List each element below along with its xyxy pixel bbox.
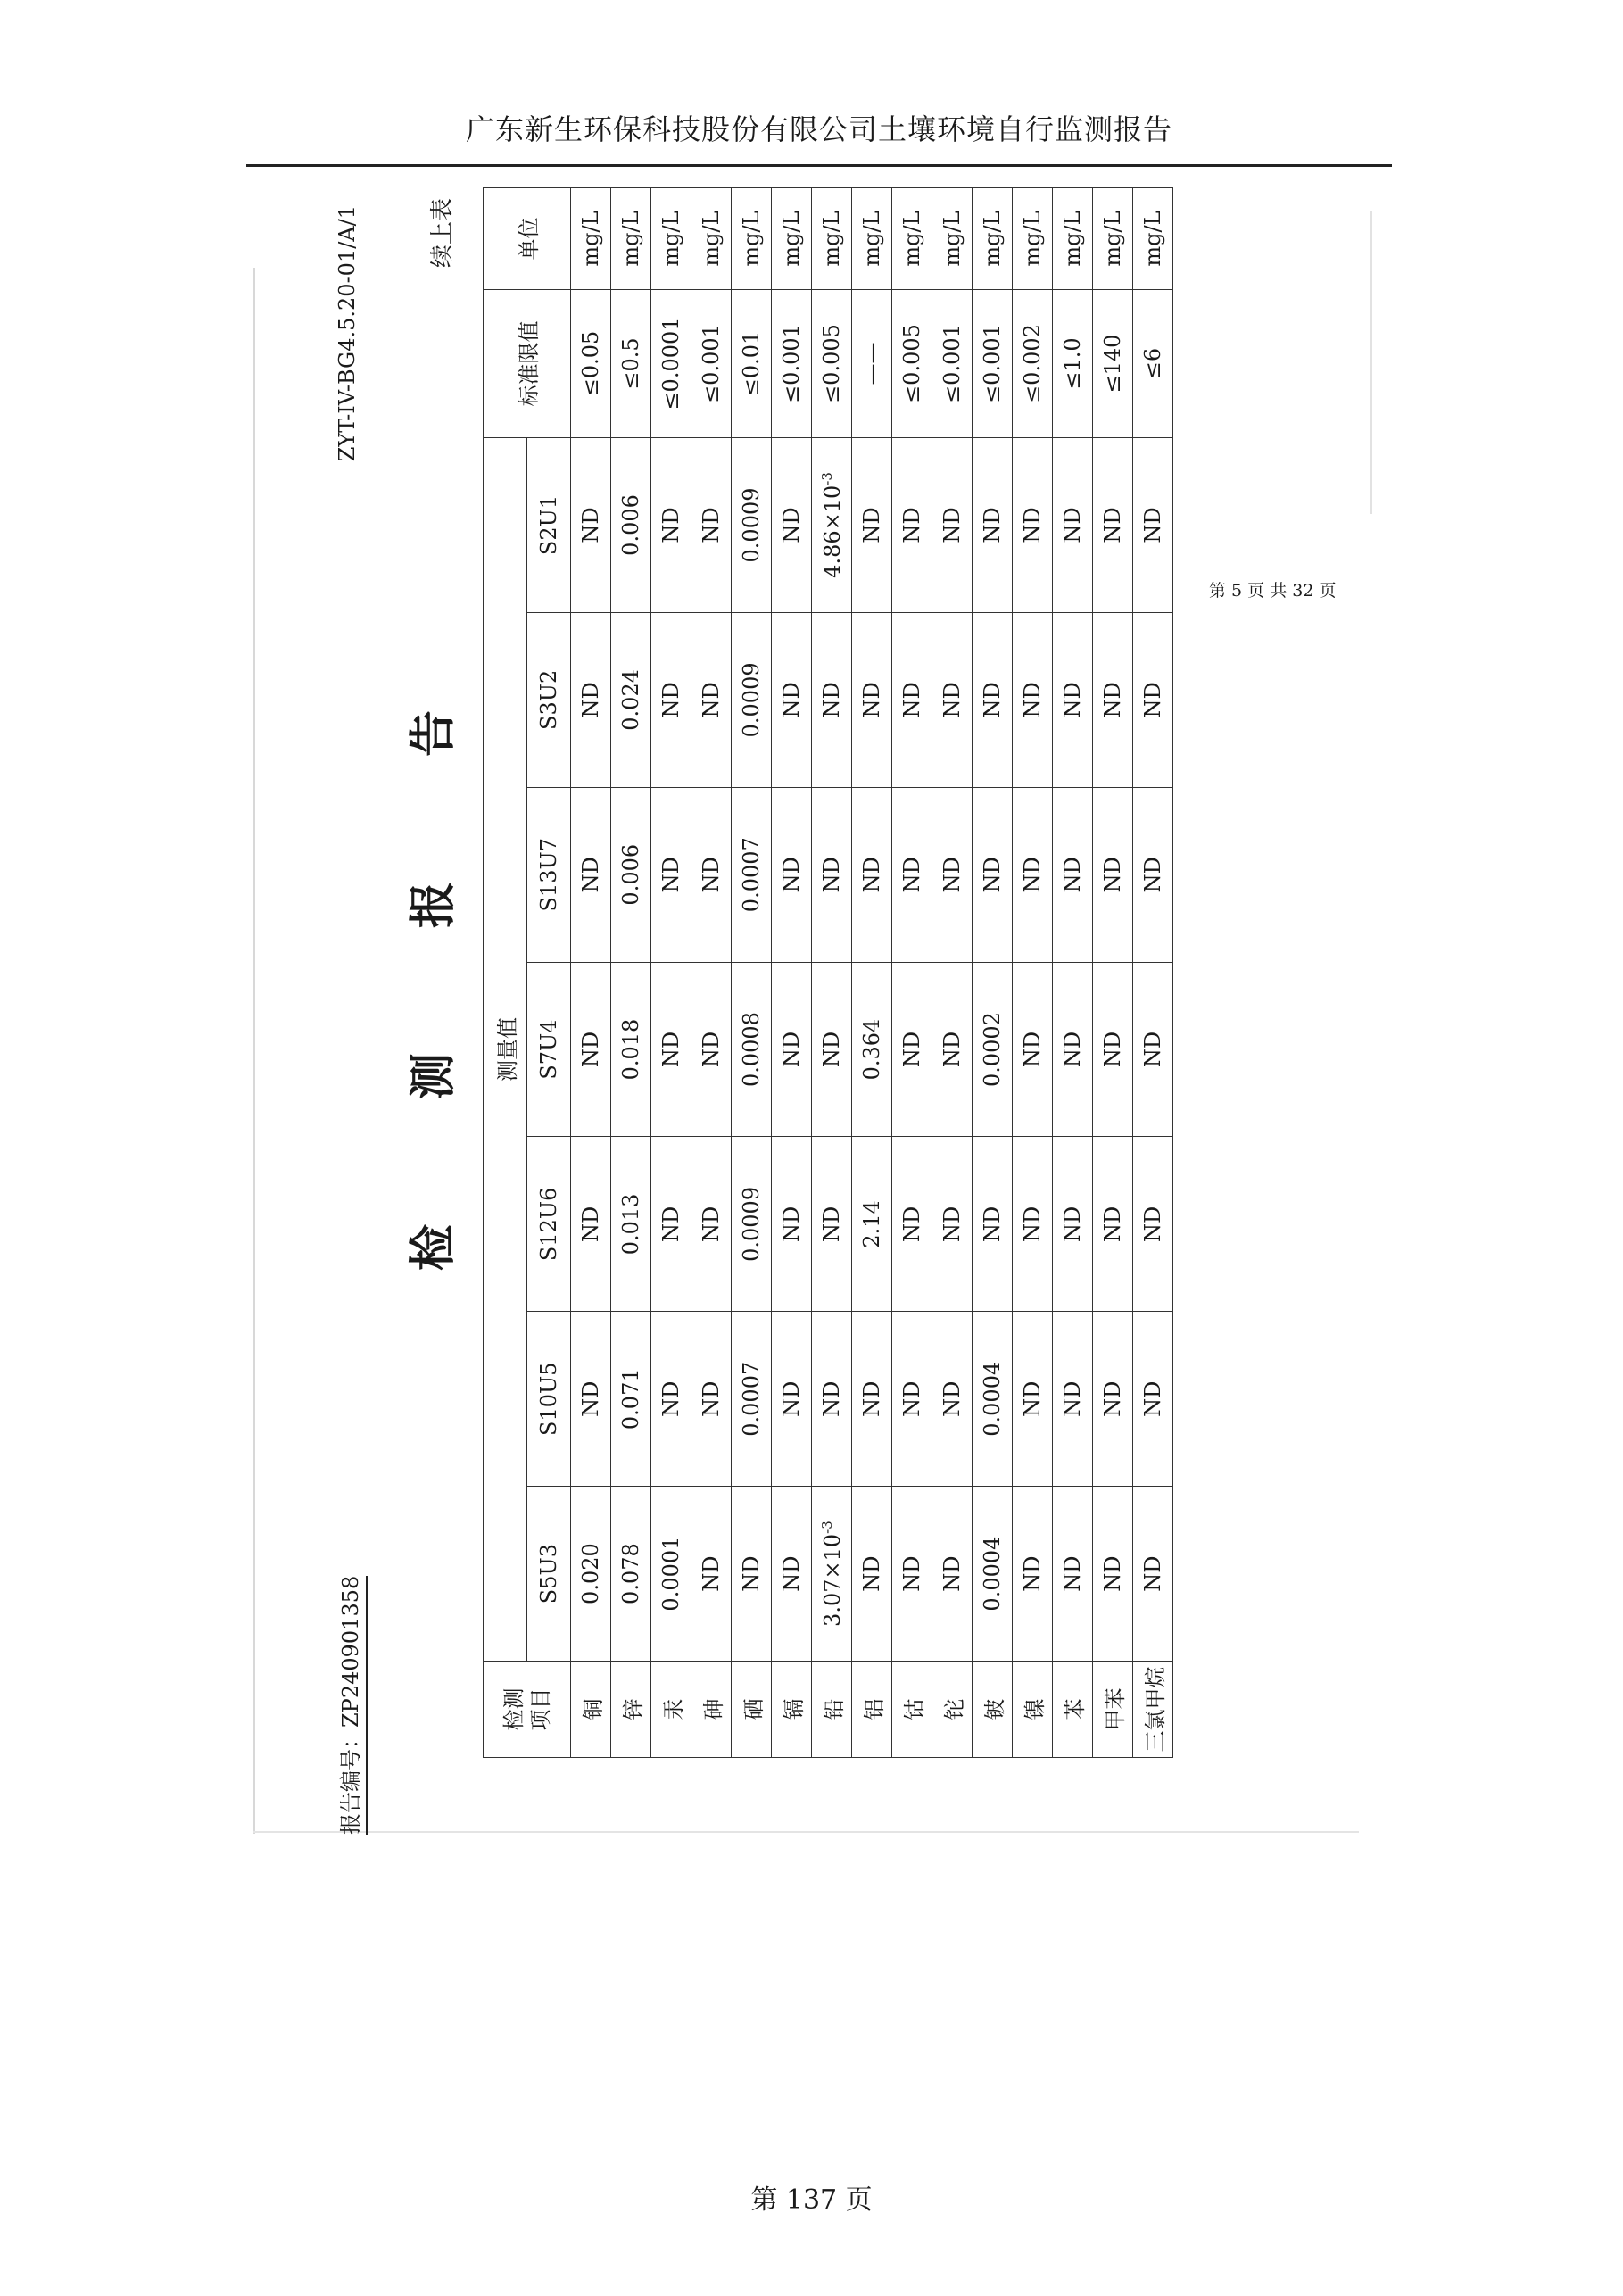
cell-measured-value: ND: [651, 962, 691, 1137]
cell-measured-value: ND: [892, 612, 932, 787]
cell-measured-value: ND: [852, 787, 892, 962]
header-sample-s10u5: S10U5: [527, 1312, 571, 1487]
table-row: [1133, 188, 1173, 1758]
form-code: ZYT-IV-BG4.5.20-01/A/1: [335, 205, 360, 462]
cell-test-item: 铍: [973, 1662, 1013, 1758]
cell-measured-value: ND: [1053, 1137, 1093, 1312]
table-row: [691, 188, 732, 1758]
cell-measured-value: ND: [932, 1137, 973, 1312]
cell-measured-value: ND: [932, 1487, 973, 1662]
cell-measured-value: ND: [932, 438, 973, 613]
cell-test-item: 镉: [772, 1662, 812, 1758]
cell-measured-value: 0.364: [852, 962, 892, 1137]
cell-measured-value: ND: [772, 1137, 812, 1312]
table-row: [892, 188, 932, 1758]
cell-measured-value: ND: [892, 1137, 932, 1312]
cell-unit: mg/L: [651, 188, 691, 290]
cell-measured-value: ND: [812, 612, 852, 787]
cell-measured-value: ND: [1013, 612, 1053, 787]
cell-measured-value: ND: [892, 1487, 932, 1662]
table-row: [611, 188, 651, 1758]
exponent: -3: [818, 472, 835, 485]
header-measured-value: 测量值: [484, 438, 527, 1662]
cell-measured-value: ND: [732, 1487, 772, 1662]
cell-measured-value: ND: [571, 1312, 611, 1487]
cell-measured-value: 0.0001: [651, 1487, 691, 1662]
cell-measured-value: ND: [973, 1137, 1013, 1312]
header-sample-s12u6: S12U6: [527, 1137, 571, 1312]
cell-measured-value: ND: [852, 612, 892, 787]
cell-test-item: 甲苯: [1093, 1662, 1133, 1758]
cell-measured-value: 0.0007: [732, 787, 772, 962]
cell-measured-value: ND: [1133, 1312, 1173, 1487]
cell-standard-limit: ≤0.001: [772, 290, 812, 438]
cell-unit: mg/L: [772, 188, 812, 290]
cell-measured-value: $4.86\times 10^{-3}$: [812, 438, 852, 613]
cell-standard-limit: ≤6: [1133, 290, 1173, 438]
scan-edge-right: [1370, 211, 1372, 514]
cell-measured-value: 0.0002: [973, 962, 1013, 1137]
cell-unit: mg/L: [852, 188, 892, 290]
cell-measured-value: ND: [1133, 612, 1173, 787]
cell-standard-limit: ≤0.01: [732, 290, 772, 438]
cell-measured-value: 0.006: [611, 438, 651, 613]
cell-test-item: 铜: [571, 1662, 611, 1758]
header-standard-limit: 标准限值: [484, 290, 571, 438]
table-row: [651, 188, 691, 1758]
cell-measured-value: ND: [1133, 962, 1173, 1137]
cell-test-item: 铝: [852, 1662, 892, 1758]
cell-measured-value: ND: [571, 438, 611, 613]
cell-measured-value: 0.018: [611, 962, 651, 1137]
cell-measured-value: ND: [651, 787, 691, 962]
cell-standard-limit: ≤0.005: [892, 290, 932, 438]
cell-measured-value: ND: [932, 787, 973, 962]
document-header-title: 广东新生环保科技股份有限公司土壤环境自行监测报告: [465, 112, 1172, 146]
cell-measured-value: ND: [772, 1312, 812, 1487]
cell-measured-value: ND: [1133, 1487, 1173, 1662]
cell-measured-value: 0.006: [611, 787, 651, 962]
cell-unit: mg/L: [691, 188, 732, 290]
cell-measured-value: ND: [932, 1312, 973, 1487]
cell-unit: mg/L: [812, 188, 852, 290]
cell-measured-value: ND: [892, 438, 932, 613]
cell-measured-value: 0.0008: [732, 962, 772, 1137]
cell-measured-value: ND: [772, 438, 812, 613]
cell-measured-value: ND: [892, 1312, 932, 1487]
cell-measured-value: ND: [852, 438, 892, 613]
cell-measured-value: ND: [932, 612, 973, 787]
cell-unit: mg/L: [1013, 188, 1053, 290]
cell-measured-value: ND: [1093, 962, 1133, 1137]
cell-measured-value: ND: [973, 612, 1013, 787]
cell-measured-value: ND: [571, 1137, 611, 1312]
cell-unit: mg/L: [892, 188, 932, 290]
cell-measured-value: ND: [691, 612, 732, 787]
table-row: [732, 188, 772, 1758]
cell-measured-value: ND: [1053, 962, 1093, 1137]
header-unit: 单位: [484, 188, 571, 290]
cell-measured-value: 0.024: [611, 612, 651, 787]
cell-measured-value: ND: [1053, 1487, 1093, 1662]
scan-edge-left: [253, 268, 255, 1834]
cell-measured-value: ND: [772, 962, 812, 1137]
header-test-item: [484, 1662, 571, 1758]
table-row: [932, 188, 973, 1758]
test-results-table: [483, 187, 1173, 1758]
table-row: [1053, 188, 1093, 1758]
cell-test-item: 硒: [732, 1662, 772, 1758]
table-row: [812, 188, 852, 1758]
cell-measured-value: ND: [1093, 1312, 1133, 1487]
header-test-item-label: 检测 项目: [501, 1687, 553, 1731]
header-sample-s3u2: S3U2: [527, 612, 571, 787]
cell-measured-value: ND: [1013, 1312, 1053, 1487]
cell-standard-limit: ≤0.002: [1013, 290, 1053, 438]
header-sample-s7u4: S7U4: [527, 962, 571, 1137]
cell-test-item: 汞: [651, 1662, 691, 1758]
cell-unit: mg/L: [1053, 188, 1093, 290]
scanned-report-sheet: [263, 143, 1337, 1838]
cell-measured-value: 0.0007: [732, 1312, 772, 1487]
cell-measured-value: ND: [651, 1137, 691, 1312]
cell-measured-value: ND: [1093, 438, 1133, 613]
header-sample-s13u7: S13U7: [527, 787, 571, 962]
cell-measured-value: ND: [1013, 787, 1053, 962]
cell-standard-limit: ≤0.005: [812, 290, 852, 438]
cell-measured-value: 0.020: [571, 1487, 611, 1662]
header-sample-s5u3: S5U3: [527, 1487, 571, 1662]
cell-measured-value: ND: [1053, 787, 1093, 962]
cell-measured-value: ND: [852, 1312, 892, 1487]
table-row: [571, 188, 611, 1758]
cell-test-item: 铅: [812, 1662, 852, 1758]
cell-measured-value: 0.0009: [732, 1137, 772, 1312]
cell-unit: mg/L: [1093, 188, 1133, 290]
cell-unit: mg/L: [973, 188, 1013, 290]
cell-measured-value: ND: [1093, 612, 1133, 787]
cell-measured-value: ND: [852, 1487, 892, 1662]
cell-measured-value: ND: [691, 962, 732, 1137]
cell-measured-value: 0.0009: [732, 612, 772, 787]
cell-measured-value: ND: [571, 962, 611, 1137]
cell-test-item: 苯: [1053, 1662, 1093, 1758]
cell-standard-limit: ≤0.0001: [651, 290, 691, 438]
cell-test-item: 三氯甲烷: [1133, 1662, 1173, 1758]
cell-standard-limit: ≤1.0: [1053, 290, 1093, 438]
cell-measured-value: 0.078: [611, 1487, 651, 1662]
table-row: [973, 188, 1013, 1758]
cell-measured-value: ND: [932, 962, 973, 1137]
cell-measured-value: ND: [1053, 438, 1093, 613]
cell-measured-value: 2.14: [852, 1137, 892, 1312]
header-sample-s2u1: S2U1: [527, 438, 571, 613]
cell-measured-value: ND: [1093, 1137, 1133, 1312]
cell-test-item: 钴: [892, 1662, 932, 1758]
cell-measured-value: ND: [1133, 1137, 1173, 1312]
page-number: 第 137 页: [750, 2184, 873, 2216]
report-title: 检测报告: [406, 585, 460, 1272]
cell-measured-value: ND: [571, 787, 611, 962]
cell-test-item: 砷: [691, 1662, 732, 1758]
cell-measured-value: ND: [892, 787, 932, 962]
cell-measured-value: ND: [973, 438, 1013, 613]
cell-standard-limit: ≤0.001: [973, 290, 1013, 438]
exponent: -3: [818, 1521, 835, 1534]
cell-measured-value: $3.07\times 10^{-3}$: [812, 1487, 852, 1662]
cell-standard-limit: ≤0.001: [932, 290, 973, 438]
cell-measured-value: ND: [691, 1487, 732, 1662]
cell-test-item: 镍: [1013, 1662, 1053, 1758]
cell-standard-limit: ≤0.001: [691, 290, 732, 438]
table-row: [852, 188, 892, 1758]
cell-measured-value: ND: [651, 1312, 691, 1487]
cell-unit: mg/L: [732, 188, 772, 290]
cell-measured-value: 0.0004: [973, 1312, 1013, 1487]
cell-measured-value: ND: [812, 962, 852, 1137]
cell-measured-value: ND: [1013, 438, 1053, 613]
cell-standard-limit: ≤0.5: [611, 290, 651, 438]
cell-measured-value: ND: [1053, 1312, 1093, 1487]
cell-measured-value: ND: [1013, 962, 1053, 1137]
cell-measured-value: ND: [1013, 1137, 1053, 1312]
cell-unit: mg/L: [571, 188, 611, 290]
report-number: 报告编号：ZP240901358: [333, 1576, 368, 1835]
cell-measured-value: ND: [1133, 438, 1173, 613]
cell-measured-value: ND: [772, 612, 812, 787]
cell-standard-limit: ≤140: [1093, 290, 1133, 438]
cell-measured-value: ND: [1013, 1487, 1053, 1662]
cell-unit: mg/L: [611, 188, 651, 290]
continued-label: 续上表: [429, 198, 456, 269]
table-row: [1013, 188, 1053, 1758]
cell-measured-value: ND: [651, 612, 691, 787]
cell-standard-limit: ——: [852, 290, 892, 438]
cell-measured-value: ND: [691, 438, 732, 613]
cell-measured-value: ND: [772, 1487, 812, 1662]
cell-measured-value: ND: [691, 1137, 732, 1312]
cell-measured-value: ND: [973, 787, 1013, 962]
cell-measured-value: ND: [812, 1312, 852, 1487]
cell-measured-value: ND: [772, 787, 812, 962]
cell-measured-value: 0.0009: [732, 438, 772, 613]
cell-measured-value: 0.013: [611, 1137, 651, 1312]
cell-standard-limit: ≤0.05: [571, 290, 611, 438]
cell-measured-value: ND: [1133, 787, 1173, 962]
cell-unit: mg/L: [932, 188, 973, 290]
cell-measured-value: ND: [691, 1312, 732, 1487]
cell-test-item: 锌: [611, 1662, 651, 1758]
cell-measured-value: ND: [651, 438, 691, 613]
table-row: [1093, 188, 1133, 1758]
cell-measured-value: ND: [571, 612, 611, 787]
cell-measured-value: 0.071: [611, 1312, 651, 1487]
cell-measured-value: 0.0004: [973, 1487, 1013, 1662]
cell-measured-value: ND: [812, 787, 852, 962]
cell-measured-value: ND: [892, 962, 932, 1137]
sheet-page-info: 第 5 页 共 32 页: [1209, 581, 1337, 601]
cell-measured-value: ND: [1093, 787, 1133, 962]
cell-measured-value: ND: [1093, 1487, 1133, 1662]
cell-measured-value: ND: [812, 1137, 852, 1312]
cell-measured-value: ND: [691, 787, 732, 962]
cell-measured-value: ND: [1053, 612, 1093, 787]
table-row: [772, 188, 812, 1758]
cell-unit: mg/L: [1133, 188, 1173, 290]
cell-test-item: 铊: [932, 1662, 973, 1758]
